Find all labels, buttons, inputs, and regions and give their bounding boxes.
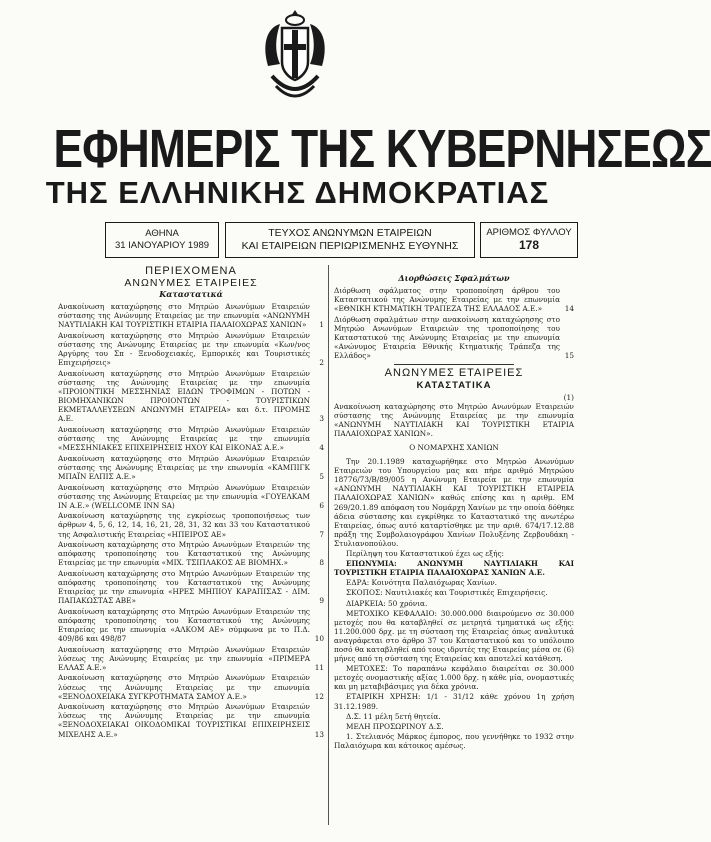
company-duration: ΔΙΑΡΚΕΙΑ: 50 χρόνια. (346, 598, 428, 608)
company-board: Δ.Σ. 11 μέλη 5ετή θητεία. (346, 711, 441, 721)
contents-item-text: Ανακοίνωση καταχώρησης στο Μητρώο Ανωνύμων Εταιρειών λύσεως της Ανώνυμης Εταιρείας με την επωνυμία «ΞΕΝΟΔΟΧΕΙΑΚΑΙ ΟΙΚΟΔΟΜΙΚΑΙ ΤΟΥΡΙΣΤΙΚΑΙ ΕΠΙΧΕΙΡΗΣΕΙΣ ΜΙΧΕΛΗΣ Α.Ε.» (58, 702, 310, 739)
article-paragraph-1: Την 20.1.1989 καταχωρήθηκε στο Μητρώο Ανωνύμων Εταιρειών του Υπουργείου μας και πήρε αριθμό Μητρώου 18776/73/Β/89/005 η Ανώνυμη Εταιρεία με την επωνυμία «ΑΝΩΝΥΜΗ ΝΑΥΤΙΛΙΑΚΗ ΚΑΙ ΤΟΥΡΙΣΤΙΚΗ ΕΤΑΙΡΕΙΑ ΠΑΛΑΙΟΧΩΡΑΣ ΧΑΝΙΩΝ» καθώς επίσης και η αριθμ. ΕΜ 269/20.1.89 απόφαση του Νομάρχη Χανίων με την οποία δόθηκε άδεια σύστασης και εγκρίθηκε το Καταστατικό της ανωτέρω Εταιρείας, όπως αυτό καταρτίσθηκε με την αριθ. 674/17.12.88 πράξη της Συμβολαιογράφου Χανίων Πολυξένης Ζερβουδάκη - Στυλιανοπούλου. (334, 457, 574, 548)
contents-item-text: Ανακοίνωση καταχώρησης στο Μητρώο Ανωνύμων Εταιρειών λύσεως της Ανώνυμης Εταιρείας με την επωνυμία «ΞΕΝΟΔΟΧΕΙΑΚΑ ΣΥΓΚΡΟΤΗΜΑΤΑ ΣΑΜΟΥ Α.Ε.» (58, 673, 310, 701)
coat-of-arms-emblem (258, 6, 332, 106)
contents-item (58, 540, 324, 567)
contents-column (58, 266, 324, 740)
company-fiscal-year: ΕΤΑΙΡΙΚΗ ΧΡΗΣΗ: 1/1 - 31/12 κάθε χρόνου 1η χρήση 31.12.1989. (334, 692, 574, 711)
issue-date: 31 ΙΑΝΟΥΑΡΙΟΥ 1989 (114, 240, 210, 251)
contents-item (58, 569, 324, 605)
contents-item-text: Ανακοίνωση καταχώρησης στο Μητρώο Ανωνύμων Εταιρειών της απόφασης τροποποίησης του Καταστατικού της Ανώνυμης Εταιρείας με την επωνυμία «ΗΡΕΣ ΜΗΠΙΟΥ ΚΑΡΑΠΙΣΑΣ - ΔΙΜ. ΠΑΠΑΚΩΣΤΑΣ ΑΒΕ» (58, 568, 310, 606)
company-capital: ΜΕΤΟΧΙΚΟ ΚΕΦΑΛΑΙΟ: 30.000.000 διαιρούμενο σε 30.000 μετοχές που θα καταβληθεί σε μετρητά τμηματικά ως εξής: 11.200.000 δρχ. με τη σύσταση της Εταιρείας όπως αναλυτικά αναγράφεται στο άρθρο 37 του Καταστατικού και το υπόλοιπο ποσό θα καταβληθεί από τους ιδρυτές της Εταιρείας μέσα σε (6) μήνες από τη σύσταση της Εταιρείας και αποτελεί κατάθεση. (334, 608, 574, 664)
contents-item-text: Ανακοίνωση καταχώρησης στο Μητρώο Ανωνύμων Εταιρειών της απόφασης τροποποίησης του Καταστατικού της Ανώνυμης Εταιρείας με την επωνυμία «ΜΙΧ. ΤΣΙΠΛΑΚΟΣ ΑΕ ΒΙΟΜΗΧ.» (58, 540, 310, 568)
issue-type-box (225, 222, 475, 258)
contents-item-text: Ανακοίνωση καταχώρησης στο Μητρώο Ανωνύμων Εταιρειών σύστασης της Ανώνυμης Εταιρείας με την επωνυμία «ΜΕΣΣΗΝΙΑΚΕΣ ΕΠΙΧΕΙΡΗΣΕΙΣ ΗΧΟΥ ΚΑΙ ΕΙΚΟΝΑΣ Α.Ε.» (58, 425, 310, 453)
contents-item-page: 7 (319, 529, 324, 539)
contents-item (58, 454, 324, 481)
contents-item-text: Ανακοίνωση καταχώρησης στο Μητρώο Ανωνύμων Εταιρειών σύστασης της Ανώνυμης Εταιρείας με την επωνυμία «ΚΑΜΠΙΓΚ ΜΠΑΪΝ ΕΛΠΙΣ Α.Ε.» (58, 453, 310, 481)
article-subsection: ΚΑΤΑΣΤΑΤΙΚΑ (416, 380, 492, 392)
contents-item (58, 607, 324, 643)
board-members-heading: ΜΕΛΗ ΠΡΟΣΩΡΙΝΟΥ Δ.Σ. (346, 721, 444, 731)
company-purpose: ΣΚΟΠΟΣ: Ναυτιλιακές και Τουριστικές Επιχειρήσεις. (346, 588, 548, 598)
sheet-number-label: ΑΡΙΘΜΟΣ ΦΥΛΛΟΥ (486, 226, 572, 238)
corrections-heading: Διορθώσεις Σφαλμάτων (398, 273, 510, 283)
issue-type-line2: ΚΑΙ ΕΤΑΙΡΕΙΩΝ ΠΕΡΙΩΡΙΣΜΕΝΗΣ ΕΥΘΥΝΗΣ (241, 240, 459, 252)
contents-item (334, 315, 574, 360)
issue-city: ΑΘΗΝΑ (145, 228, 179, 240)
contents-item-page: 13 (314, 729, 324, 739)
contents-item (58, 702, 324, 738)
official-title: Ο ΝΟΜΑΡΧΗΣ ΧΑΝΙΩΝ (409, 443, 499, 452)
sheet-number-box (480, 222, 578, 258)
contents-item-text: Ανακοίνωση καταχώρησης στο Μητρώο Ανωνύμων Εταιρειών σύστασης της Ανώνυμης Εταιρείας με την επωνυμία «Κων/νος Αργύρης του Σπ - Ξενοδοχειακές, Εμπορικές και Τουριστικές Επιχειρήσεις» (58, 331, 310, 368)
contents-item-page: 14 (564, 304, 574, 314)
contents-item-page: 8 (319, 558, 324, 568)
contents-item-text: Ανακοίνωση καταχώρησης στο Μητρώο Ανωνύμων Εταιρειών σύστασης της Ανώνυμης Εταιρείας με την επωνυμία «ΓΟΥΕΛΚΑΜ ΙΝ Α.Ε.» (WELLCOME INN SA) (58, 482, 310, 510)
contents-item-page: 2 (319, 358, 324, 368)
contents-item (58, 302, 324, 329)
contents-item-page: 12 (314, 691, 324, 701)
contents-item-text: Ανακοίνωση καταχώρησης στο Μητρώο Ανωνύμων Εταιρειών λύσεως της Ανώνυμης Εταιρείας με την επωνυμία «ΠΡΙΜΕΡΑ ΕΛΛΑΣ Α.Ε.» (58, 644, 310, 672)
issue-date-box (105, 222, 219, 258)
contents-subsection: Καταστατικά (159, 289, 223, 300)
contents-item (58, 511, 324, 538)
contents-item (58, 369, 324, 424)
issue-type-line1: ΤΕΥΧΟΣ ΑΝΩΝΥΜΩΝ ΕΤΑΙΡΕΙΩΝ (268, 226, 432, 239)
separator-rule (394, 364, 514, 365)
contents-section: ΑΝΩΝΥΜΕΣ ΕΤΑΙΡΕΙΕΣ (124, 277, 258, 290)
contents-item-text: Ανακοίνωση καταχώρησης στο Μητρώο Ανωνύμων Εταιρειών της απόφασης τροποποίησης του Καταστατικού της Ανώνυμης Εταιρείας με την επωνυμία «ΑΛΚΟΜ ΑΕ» σύμφωνα με το Π.Δ. 409/86 και 498/87 (58, 606, 310, 644)
contents-item-page: 9 (319, 596, 324, 606)
contents-item (58, 673, 324, 700)
contents-item (58, 645, 324, 672)
article-section: ΑΝΩΝΥΜΕΣ ΕΤΑΙΡΕΙΕΣ (384, 367, 524, 380)
contents-item (58, 331, 324, 367)
contents-item-text: Διόρθωση σφαλμάτων στην ανακοίνωση καταχώρησης στο Μητρώο Ανωνύμων Εταιρειών της τροποποίησης του Καταστατικού της Ανώνυμης Εταιρείας με την επωνυμία «Ανώνυμος Εταιρεία Εθνικής Κτηματικής Τράπεζα της Ελλάδος» (334, 314, 560, 361)
company-name: ΕΠΩΝΥΜΙΑ: ΑΝΩΝΥΜΗ ΝΑΥΤΙΛΙΑΚΗ ΚΑΙ ΤΟΥΡΙΣΤΙΚΗ ΕΤΑΙΡΙΑ ΠΑΛΑΙΟΧΩΡΑΣ ΧΑΝΙΩΝ Α.Ε. (334, 559, 574, 578)
contents-item-text: Ανακοίνωση καταχώρησης στο Μητρώο Ανωνύμων Εταιρειών σύστασης της Ανώνυμης Εταιρείας με την επωνυμία «ΠΡΟΙΟΝΤΙΚΗ ΜΕΣΣΗΝΙΑΣ ΕΙΔΩΝ ΤΡΟΦΙΜΩΝ - ΠΟΤΩΝ - ΒΙΟΜΗΧΑΝΙΚΩΝ ΠΡΟΙΟΝΤΩΝ - ΤΟΥΡΙΣΤΙΚΩΝ ΕΚΜΕΤΑΛΛΕΥΣΕΩΝ ΑΝΩΝΥΜΗ ΕΤΑΙΡΕΙΑ» και δ.τ. ΠΡΟΜΗΣ Α.Ε. (58, 368, 310, 424)
contents-item (334, 286, 574, 313)
contents-item-page: 11 (314, 662, 324, 672)
contents-item-page: 4 (319, 443, 324, 453)
contents-heading: ΠΕΡΙΕΧΟΜΕΝΑ (145, 265, 237, 277)
contents-item (58, 425, 324, 452)
contents-item-page: 1 (319, 320, 324, 330)
contents-item-text: Διόρθωση σφάλματος στην τροποποίηση άρθρου του Καταστατικού της Ανώνυμης Εταιρείας με την επωνυμία «ΕΘΝΙΚΗ ΚΤΗΜΑΤΙΚΗ ΤΡΑΠΕΖΑ ΤΗΣ ΕΛΛΑΔΟΣ Α.Ε.» (334, 286, 560, 314)
contents-item-page: 10 (314, 634, 324, 644)
corrections-list (334, 286, 574, 360)
article-paragraph-2: Περίληψη του Καταστατικού έχει ως εξής: (346, 549, 505, 559)
contents-item-text: Ανακοίνωση καταχώρησης στο Μητρώο Ανωνύμων Εταιρειών σύστασης της Ανώνυμης Εταιρείας με την επωνυμία «ΑΝΩΝΥΜΗ ΝΑΥΤΙΛΙΑΚΗ ΚΑΙ ΤΟΥΡΙΣΤΙΚΗ ΕΤΑΙΡΙΑ ΠΑΛΑΙΟΧΩΡΑΣ ΧΑΝΙΩΝ» (58, 302, 310, 330)
contents-item-page: 15 (564, 351, 574, 361)
contents-list (58, 302, 324, 738)
company-seat: ΕΔΡΑ: Κοινότητα Παλαιόχωρας Χανίων. (346, 578, 497, 588)
contents-item-page: 3 (319, 414, 324, 424)
contents-item-page: 6 (319, 500, 324, 510)
article-column (334, 274, 574, 751)
board-member-1: 1. Στελιανός Μάρκος έμπορος, που γεννήθηκε το 1932 στην Παλαιόχωρα και κάτοικος αμέσως. (334, 731, 574, 750)
column-divider (328, 265, 329, 825)
article-intro: Ανακοίνωση καταχώρησης στο Μητρώο Ανωνύμων Εταιρειών σύστασης της Ανώνυμης Εταιρείας με την επωνυμία «ΑΝΩΝΥΜΗ ΝΑΥΤΙΛΙΑΚΗ ΚΑΙ ΤΟΥΡΙΣΤΙΚΗ ΕΤΑΙΡΙΑ ΠΑΛΑΙΟΧΩΡΑΣ ΧΑΝΙΩΝ». (334, 401, 574, 438)
company-shares: ΜΕΤΟΧΕΣ: Το παραπάνω κεφάλαιο διαιρείται σε 30.000 μετοχές ονομαστικής αξίας 1.000 δρχ. η κάθε μία, ονομαστικές και μη μεταβιβάσιμες για δέκα χρόνια. (334, 664, 574, 692)
masthead-subtitle: ΤΗΣ ΕΛΛΗΝΙΚΗΣ ΔΗΜΟΚΡΑΤΙΑΣ (45, 175, 550, 210)
sheet-number: 178 (518, 238, 540, 253)
contents-item-text: Ανακοίνωση καταχώρησης της εγκρίσεως τροποποιήσεως των άρθρων 4, 5, 6, 12, 14, 16, 21, 28, 31, 32 και 33 του Καταστατικού της Ασφαλιστικής Εταιρείας «ΗΠΕΙΡΟΣ ΑΕ» (58, 511, 310, 539)
masthead-title: ΕΦΗΜΕΡΙΣ ΤΗΣ ΚΥΒΕΡΝΗΣΕΩΣ (53, 119, 711, 179)
contents-item (58, 483, 324, 510)
article-ref: (1) (563, 392, 574, 402)
contents-item-page: 5 (319, 471, 324, 481)
